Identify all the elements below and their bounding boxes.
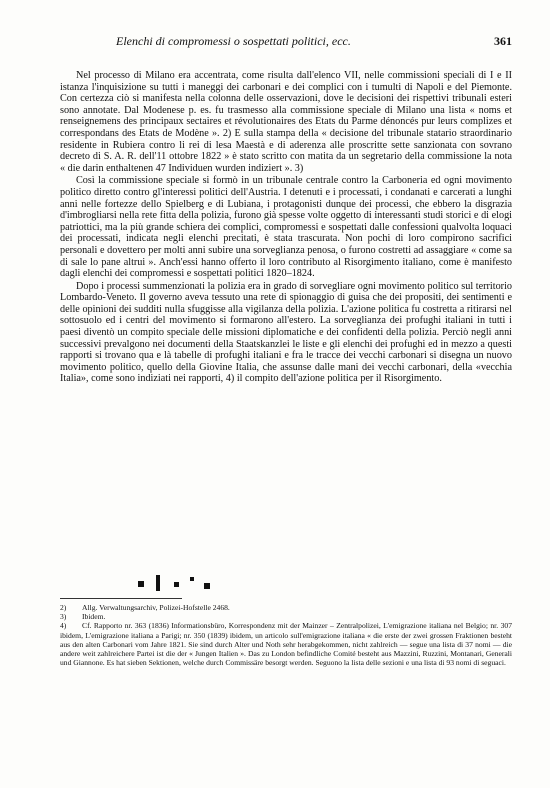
paragraph: Così la commissione speciale si formò in un tribunale centrale contro la Carboneria ed ogni movimento politico diretto contro gl'interessi politici dell'Austria. I detenuti e i processati, i condanati e carcerati a lunghi anni nelle fortezze dello Spielberg e di Lubiana, i protagonisti dunque dei processi, che ebbero la disgrazia d'imbrogliarsi nella rete fitta della polizia, furono già spesse volte oggetto di interessanti studi storici e di elogi patriottici, ma la più grande schiera dei complici, compromessi e sospettati dalle confessioni qualvolta loquaci dei processati, indicata negli elenchi precitati, è stata trascurata. Non pochi di loro compirono sacrifici personali e dovettero per molti anni subire una sorveglianza penosa, o furono costretti ad assaggiare « come sa di sale lo pane altrui ». Anch'essi hanno offerto il loro contributo al Risorgimento italiano, come è manifesto dagli elenchi dei compromessi e sospettati politici 1820–1824. (60, 175, 512, 280)
running-header (60, 34, 512, 50)
footnote-marker: 3) (60, 612, 67, 622)
footnote-marker: 2) (60, 603, 67, 612)
footnote-marker: 4) (60, 621, 67, 631)
ink-marks (130, 573, 250, 595)
footnote (60, 612, 512, 621)
footnote-rule (60, 598, 182, 599)
footnotes (60, 603, 512, 667)
footnote-text: Ibidem. (82, 612, 106, 622)
ink-mark (204, 583, 210, 589)
footnote (60, 603, 512, 612)
running-title: Elenchi di compromessi o sospettati politici, ecc. (116, 34, 351, 48)
paragraph: Dopo i processi summenzionati la polizia era in grado di sorvegliare ogni movimento politico sul territorio Lombardo-Veneto. Il governo aveva tessuto una rete di spionaggio di guisa che dei propositi, dei sentimenti e delle opinioni dei sudditi nulla sfuggisse alla vigilanza della polizia. L'azione politica fu costretta a ritirarsi nel sottosuolo ed i centri del movimento si formarono all'estero. La sorveglianza dei profughi italiani in tutti i paesi diventò un compito speciale delle missioni diplomatiche e dei confidenti della polizia. Perciò negli anni successivi prevalgono nei documenti della Staatskanzlei le liste e gli elenchi dei profughi ed in mezzo a questi rapporti si trovano qua e là tabelle di profughi italiani e fra le tracce dei vecchi carbonari si disegna un nuovo movimento politico, quello della Giovine Italia, che assunse dalle mani dei vecchi carbonari, della «vecchia Italia», come sono indiziati nei rapporti, 4) il compito dell'azione politica per il Risorgimento. (60, 280, 512, 385)
footnote-text: Cf. Rapporto nr. 363 (1836) Informationsbüro, Korrespondenz mit der Mainzer – Zentralpolizei, L'emigrazione italiana nel Belgio; nr. 307 ibidem, L'emigrazione italiana a Parigi; nr. 350 (1839) ibidem, un articolo sull'emigrazione italiana « die erste der zwei grossen Fraktionen besteht aus den alten Carbonari vom Jahre 1821. Sie sind durch Alter und Noth sehr herabgekommen, nicht zahlreich — segue una lista di 37 nomi — die andere weit zahlreichere Partei ist die der « Jungen Italien ». Das zu London befindliche Comité besteht aus Mazzini, Ruzzini, Montanari, Generali und Giannone. Es hat sieben Sektionen, welche durch Commissäre besorgt werden. Seguono la lista delle sezioni e una lista di 93 nomi di seguaci. (60, 621, 512, 668)
ink-mark (174, 582, 179, 587)
ink-mark (156, 575, 160, 591)
ink-mark (190, 577, 194, 581)
footnote-text: Allg. Verwaltungsarchiv, Polizei-Hofstelle 2468. (82, 603, 230, 612)
page-number: 361 (494, 34, 512, 48)
main-text (60, 70, 512, 386)
paragraph: Nel processo di Milano era accentrata, come risulta dall'elenco VII, nelle commissioni speciali di I e II istanza l'inquisizione su tutti i maneggi dei carbonari e dei complici con i tumulti di Napoli e del Piemonte. Con certezza ciò si manifesta nella colonna delle osservazioni, dove le decisioni dei rispettivi tribunali esteri sono annotate. Dal Modenese p. es. fu trasmesso alla commissione speciale di Milano una lista « noms et renseignemens des principaux sectaires et révolutionaires des Etats du Parme dénoncés pur leurs complizes et correspondans des Etats de Modène ». 2) E sulla stampa della « decisione del tribunale statario straordinario residente in Rubiera contro li rei di lesa Maestà e di aderenza alle proscritte sette sanzionata con sovrano decreto di S. A. R. dell'11 ottobre 1822 » è stato scritto con matita da un segretario della commissione la nota « die darin enthaltenen 47 Individuen wurden indiziert ». 3) (60, 70, 512, 174)
ink-mark (138, 581, 144, 587)
footnote (60, 621, 512, 667)
